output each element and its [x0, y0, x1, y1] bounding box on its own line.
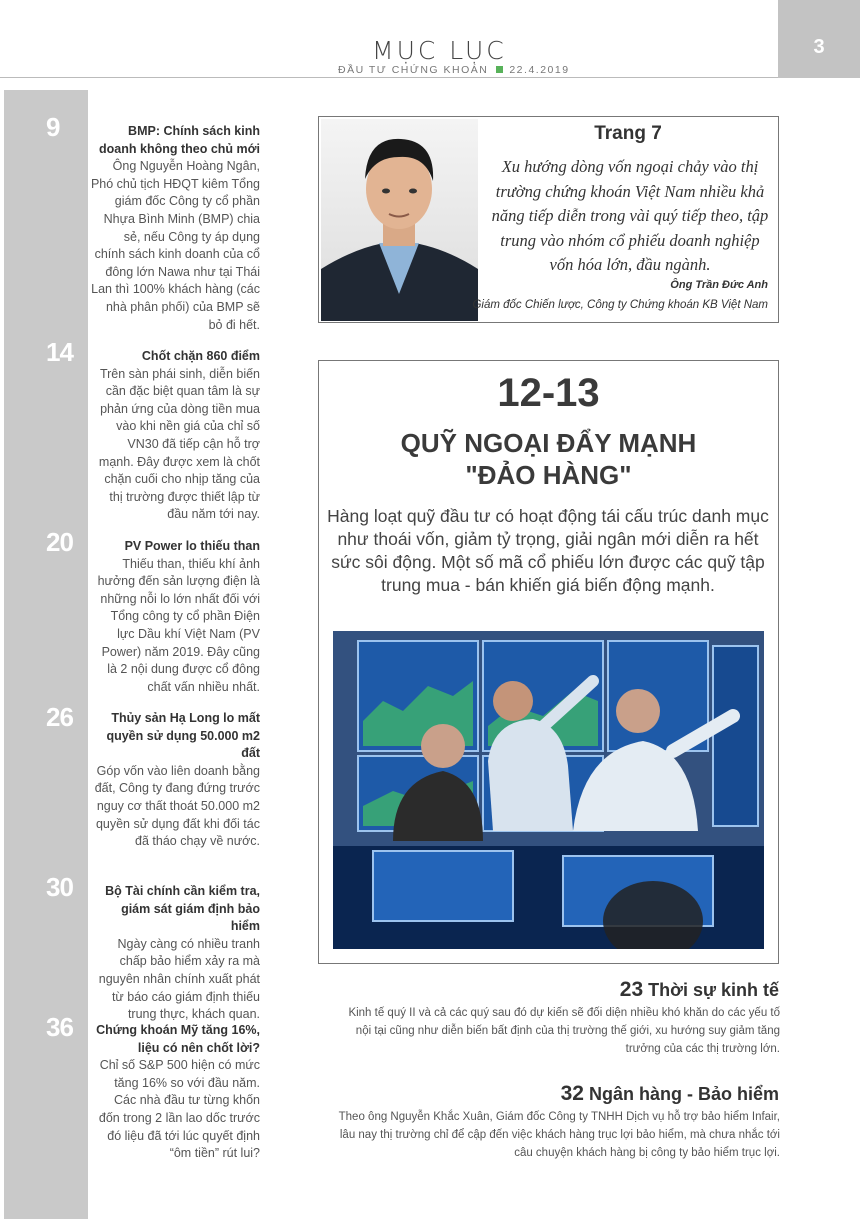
sidebar-bar [4, 90, 88, 1219]
publication-name: ĐẦU TƯ CHỨNG KHOÁN [338, 64, 489, 76]
toc-page-number: 30 [46, 872, 73, 902]
feature-title-line: "ĐẢO HÀNG" [465, 460, 632, 490]
section-page-number: 32 [560, 1082, 584, 1105]
toc-page-number: 9 [46, 112, 60, 142]
page-number: 3 [813, 36, 825, 58]
toc-entry-title: Thủy sản Hạ Long lo mất quyền sử dụng 50.000 m2 đất [106, 711, 260, 761]
section-heading[interactable] [561, 1082, 779, 1106]
toc-entry[interactable] [90, 883, 260, 1024]
toc-page-number: 14 [46, 337, 73, 367]
page-number-box [778, 0, 860, 78]
masthead [338, 64, 570, 76]
portrait-photo [321, 119, 478, 321]
feature-title [319, 427, 778, 491]
toc-entry[interactable] [90, 123, 260, 334]
feature-title-line: QUỸ NGOẠI ĐẨY MẠNH [400, 428, 697, 458]
toc-page-number: 36 [46, 1012, 73, 1042]
toc-entry-text: Chỉ số S&P 500 hiện có mức tăng 16% so với đầu năm. Các nhà đầu tư từng khốn đốn trong 2 lần lao dốc trước đó liệu đã tới lúc quyết định “ôm tiền” rút lui? [98, 1058, 260, 1161]
section-title: Ngân hàng - Bảo hiểm [588, 1084, 779, 1104]
toc-entry-title: Chứng khoán Mỹ tăng 16%, liệu có nên chốt lời? [96, 1023, 260, 1055]
toc-entry-title: Bộ Tài chính cần kiểm tra, giám sát giám định bảo hiểm [105, 884, 260, 934]
toc-entry[interactable] [90, 348, 260, 524]
section-page-number: 23 [619, 978, 644, 1001]
section-title: Thời sự kinh tế [648, 980, 779, 1000]
toc-entry-title: PV Power lo thiếu than [124, 539, 260, 553]
quote-author-role: Giám đốc Chiến lược, Công ty Chứng khoán KB Việt Nam [472, 299, 768, 311]
toc-page-number: 20 [46, 527, 73, 557]
issue-date: 22.4.2019 [509, 64, 570, 76]
page-title: MỤC LỤC [372, 36, 507, 65]
toc-entry-text: Thiếu than, thiếu khí ảnh hưởng đến sản lượng điện là những nỗi lo lớn nhất đối với Tổng công ty cổ phần Điện lực Dầu khí Việt Nam (PV Power) năm 2019. Đây cũng là 2 nội dung được cổ đông chất vấn nhiều nhất. [97, 556, 260, 694]
quote-author-name: Ông Trần Đức Anh [670, 279, 768, 291]
section-text: Theo ông Nguyễn Khắc Xuân, Giám đốc Công ty TNHH Dịch vụ hỗ trợ bảo hiểm Infair, lâu nay thị trường chỉ để cập đến việc khách hàng trục lợi bảo hiểm, mà chưa nhắc tới câu chuyện khách hàng bị công ty bảo hiểm trục lợi. [338, 1111, 780, 1159]
toc-page-number: 26 [46, 702, 73, 732]
feature-description: Hàng loạt quỹ đầu tư có hoạt động tái cấu trúc danh mục như thoái vốn, giảm tỷ trọng, giải ngân mới diễn ra hết sức sôi động. Một số mã cổ phiếu lớn được các quỹ tập trung mua - bán khiến giá biến động mạnh. [327, 506, 769, 595]
quote-box[interactable] [318, 116, 779, 323]
trading-room-photo [333, 631, 764, 949]
toc-entry-text: Ngày càng có nhiều tranh chấp bảo hiểm xảy ra mà nguyên nhân chính xuất phát từ báo cáo giám định thiếu trung thực, khách quan. [98, 936, 260, 1022]
toc-entry-title: Chốt chặn 860 điểm [141, 349, 260, 363]
quote-heading: Trang 7 [594, 123, 662, 144]
toc-entry-text: Góp vốn vào liên doanh bằng đất, Công ty đang đứng trước nguy cơ thất thoát 50.000 m2 quyền sử dụng đất khi đối tác đã tháo chạy về nước. [94, 763, 260, 849]
toc-entry[interactable] [90, 538, 260, 696]
toc-entry[interactable] [90, 710, 260, 851]
feature-page-numbers: 12-13 [497, 371, 600, 415]
toc-entry-title: BMP: Chính sách kinh doanh không theo chủ mới [99, 124, 260, 156]
section-text: Kinh tế quý II và cả các quý sau đó dự kiến sẽ đối diện nhiều khó khăn do các yếu tố nội tại cũng như diễn biến bất định của thị trường thế giới, xu hướng suy giảm tăng trưởng của các thị trường lớn. [348, 1007, 780, 1055]
green-square-icon [496, 66, 503, 73]
toc-entry-text: Ông Nguyễn Hoàng Ngân, Phó chủ tịch HĐQT kiêm Tổng giám đốc Công ty cổ phần Nhựa Bình Minh (BMP) chia sẻ, nếu Công ty áp dụng chính sách kinh doanh của cổ đông lớn Nawa như tại Thái Lan thì 100% khách hàng (các nhà phân phối) của BMP sẽ bỏ đi hết. [90, 159, 260, 332]
quote-text: Xu hướng dòng vốn ngoại chảy vào thị trường chứng khoán Việt Nam nhiều khả năng tiếp diễn trong vài quý tiếp theo, tập trung vào nhóm cổ phiếu doanh nghiệp vốn hóa lớn, đầu ngành. [491, 157, 769, 274]
feature-box[interactable] [318, 360, 779, 964]
header-divider [0, 77, 778, 78]
toc-entry[interactable] [90, 1022, 260, 1163]
toc-entry-text: Trên sàn phái sinh, diễn biến cần đặc biệt quan tâm là sự phản ứng của dòng tiền mua vào khi nền giá của chỉ số VN30 đã tiếp cận hỗ trợ mạnh. Đây được xem là chốt chặn cuối cho nhịp tăng của thị trường được thiết lập từ đầu năm tới nay. [98, 366, 260, 522]
section-heading[interactable] [620, 978, 779, 1002]
